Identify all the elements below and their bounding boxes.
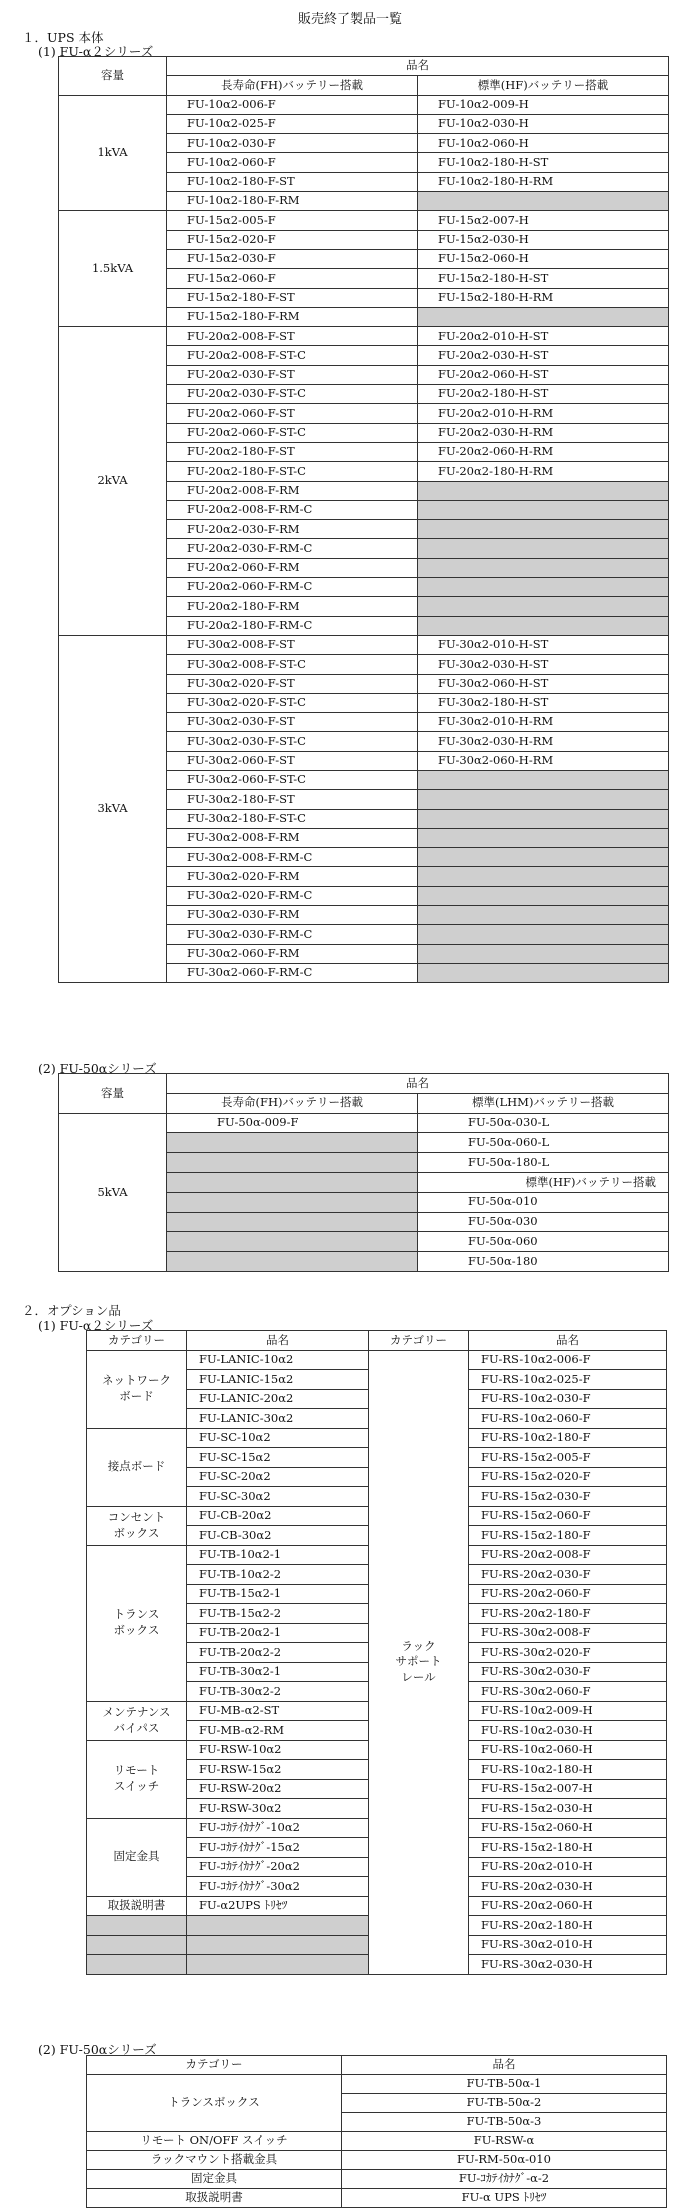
empty-cell: [418, 539, 669, 558]
product-cell: FU-20α2-030-F-ST-C: [167, 385, 418, 404]
empty-cell: [167, 1232, 418, 1252]
empty-cell: [187, 1955, 369, 1975]
empty-cell: [418, 886, 669, 905]
product-cell: FU-RS-20α2-010-H: [469, 1857, 667, 1877]
empty-cell: [167, 1133, 418, 1153]
product-cell: FU-SC-30α2: [187, 1487, 369, 1507]
product-cell: FU-20α2-060-F-ST-C: [167, 423, 418, 442]
product-cell: FU-15α2-180-H-ST: [418, 269, 669, 288]
product-cell: FU-30α2-008-F-RM: [167, 828, 418, 847]
product-cell: FU-20α2-180-F-ST-C: [167, 462, 418, 481]
product-cell: FU-20α2-180-H-ST: [418, 385, 669, 404]
product-cell: FU-TB-15α2-2: [187, 1604, 369, 1624]
product-cell: FU-20α2-060-F-RM: [167, 558, 418, 577]
table-row: [87, 1350, 667, 1370]
product-cell: FU-50α-180: [418, 1252, 669, 1272]
product-cell: FU-ｺｶﾃｲｶﾅｸﾞ-30α2: [187, 1877, 369, 1897]
product-cell: FU-30α2-030-H-RM: [418, 732, 669, 751]
product-cell: FU-RS-20α2-060-H: [469, 1896, 667, 1916]
product-cell: FU-RS-30α2-020-F: [469, 1643, 667, 1663]
product-cell: FU-10α2-180-F-ST: [167, 172, 418, 191]
col-fh-header: 長寿命(FH)バッテリー搭載: [167, 1093, 418, 1113]
product-cell: FU-30α2-060-F-RM-C: [167, 963, 418, 982]
product-cell: FU-15α2-005-F: [167, 211, 418, 230]
category-cell: トランスボックス: [87, 2075, 342, 2132]
product-cell: FU-20α2-008-F-ST: [167, 327, 418, 346]
product-cell: FU-RS-15α2-180-H: [469, 1838, 667, 1858]
product-cell: FU-RM-50α-010: [342, 2151, 667, 2170]
product-cell: FU-10α2-009-H: [418, 95, 669, 114]
product-cell: FU-α2UPS ﾄﾘｾﾂ: [187, 1896, 369, 1916]
category-cell: トランス ボックス: [87, 1545, 187, 1701]
product-cell: FU-15α2-180-F-RM: [167, 307, 418, 326]
product-cell: FU-RS-20α2-030-H: [469, 1877, 667, 1897]
product-cell: FU-20α2-030-H-ST: [418, 346, 669, 365]
product-cell: FU-ｺｶﾃｲｶﾅｸﾞ-10α2: [187, 1818, 369, 1838]
product-cell: FU-20α2-030-F-ST: [167, 365, 418, 384]
product-cell: FU-15α2-007-H: [418, 211, 669, 230]
page-title: 販売終了製品一覧: [297, 12, 402, 27]
product-cell: FU-TB-50α-2: [342, 2094, 667, 2113]
product-cell: FU-50α-030-L: [418, 1113, 669, 1133]
col-capacity-header: 容量: [59, 57, 167, 96]
category-cell: 取扱説明書: [87, 1896, 187, 1916]
category-cell: 接点ボード: [87, 1428, 187, 1506]
table-row: [87, 2170, 667, 2189]
col-product-header: 品名: [167, 57, 669, 76]
empty-cell: [418, 809, 669, 828]
product-cell: FU-30α2-060-H-ST: [418, 674, 669, 693]
product-cell: FU-15α2-180-F-ST: [167, 288, 418, 307]
product-cell: FU-30α2-010-H-RM: [418, 713, 669, 732]
empty-cell: [187, 1916, 369, 1936]
battery-type-label: 標準(HF)バッテリー搭載: [418, 1172, 669, 1192]
product-cell: FU-RS-20α2-180-H: [469, 1916, 667, 1936]
product-cell: FU-RS-15α2-060-H: [469, 1818, 667, 1838]
product-cell: FU-ｺｶﾃｲｶﾅｸﾞ-20α2: [187, 1857, 369, 1877]
product-cell: FU-TB-50α-1: [342, 2075, 667, 2094]
col-product-header-2: 品名: [469, 1331, 667, 1351]
product-cell: FU-RS-10α2-025-F: [469, 1370, 667, 1390]
product-cell: FU-RS-30α2-008-F: [469, 1623, 667, 1643]
product-cell: FU-15α2-180-H-RM: [418, 288, 669, 307]
table-row: [87, 2075, 667, 2094]
product-cell: FU-α UPS ﾄﾘｾﾂ: [342, 2189, 667, 2208]
product-cell: FU-30α2-180-F-ST-C: [167, 809, 418, 828]
col-category-header: カテゴリー: [87, 2056, 342, 2075]
product-cell: FU-10α2-030-F: [167, 134, 418, 153]
empty-cell: [87, 1916, 187, 1936]
subsection-options-a2-heading: (1) FU-α２シリーズ: [38, 1318, 154, 1333]
empty-cell: [418, 963, 669, 982]
category-cell: 固定金具: [87, 2170, 342, 2189]
subsection-options-50a-heading: (2) FU-50αシリーズ: [38, 2042, 157, 2057]
empty-cell: [418, 828, 669, 847]
product-cell: FU-50α-010: [418, 1192, 669, 1212]
product-cell: FU-RS-10α2-060-H: [469, 1740, 667, 1760]
product-cell: FU-LANIC-10α2: [187, 1350, 369, 1370]
product-cell: FU-CB-30α2: [187, 1526, 369, 1546]
product-cell: FU-15α2-030-H: [418, 230, 669, 249]
product-cell: FU-20α2-030-H-RM: [418, 423, 669, 442]
product-cell: FU-MB-α2-RM: [187, 1721, 369, 1741]
product-cell: FU-50α-060: [418, 1232, 669, 1252]
product-cell: FU-TB-50α-3: [342, 2113, 667, 2132]
product-cell: FU-20α2-008-F-RM: [167, 481, 418, 500]
product-cell: FU-20α2-060-F-RM-C: [167, 578, 418, 597]
product-cell: FU-20α2-060-H-RM: [418, 442, 669, 461]
product-cell: FU-RS-20α2-030-F: [469, 1565, 667, 1585]
product-cell: FU-20α2-180-F-ST: [167, 442, 418, 461]
product-cell: FU-30α2-020-F-ST: [167, 674, 418, 693]
empty-cell: [418, 790, 669, 809]
product-cell: FU-RS-20α2-060-F: [469, 1584, 667, 1604]
ups-50a-table: [58, 1073, 669, 1272]
col-capacity-header: 容量: [59, 1074, 167, 1114]
product-cell: FU-RSW-10α2: [187, 1740, 369, 1760]
empty-cell: [167, 1212, 418, 1232]
product-cell: FU-RS-30α2-030-F: [469, 1662, 667, 1682]
section-options-heading: ２．オプション品: [22, 1303, 121, 1318]
product-cell: FU-SC-15α2: [187, 1448, 369, 1468]
empty-cell: [167, 1172, 418, 1192]
product-cell: FU-RS-15α2-005-F: [469, 1448, 667, 1468]
product-cell: FU-20α2-030-F-RM-C: [167, 539, 418, 558]
capacity-cell: 1.5kVA: [59, 211, 167, 327]
capacity-cell: 1kVA: [59, 95, 167, 211]
product-cell: FU-10α2-180-F-RM: [167, 192, 418, 211]
table-row: [87, 2151, 667, 2170]
product-cell: FU-RS-15α2-007-H: [469, 1779, 667, 1799]
product-cell: FU-RS-10α2-006-F: [469, 1350, 667, 1370]
product-cell: FU-15α2-060-F: [167, 269, 418, 288]
product-cell: FU-RS-15α2-020-F: [469, 1467, 667, 1487]
product-cell: FU-RS-10α2-030-F: [469, 1389, 667, 1409]
product-cell: FU-RS-15α2-030-F: [469, 1487, 667, 1507]
product-cell: FU-10α2-030-H: [418, 114, 669, 133]
product-cell: FU-20α2-060-F-ST: [167, 404, 418, 423]
product-cell: FU-30α2-060-F-ST: [167, 751, 418, 770]
product-cell: FU-30α2-020-F-RM-C: [167, 886, 418, 905]
product-cell: FU-30α2-010-H-ST: [418, 635, 669, 654]
empty-cell: [418, 481, 669, 500]
product-cell: FU-30α2-020-F-RM: [167, 867, 418, 886]
empty-cell: [418, 558, 669, 577]
product-cell: FU-ｺｶﾃｲｶﾅｸﾞ-15α2: [187, 1838, 369, 1858]
product-cell: FU-RS-10α2-030-H: [469, 1721, 667, 1741]
product-cell: FU-30α2-008-F-RM-C: [167, 848, 418, 867]
product-cell: FU-10α2-060-H: [418, 134, 669, 153]
product-cell: FU-30α2-060-F-RM: [167, 944, 418, 963]
product-cell: FU-30α2-030-F-RM-C: [167, 925, 418, 944]
empty-cell: [418, 867, 669, 886]
empty-cell: [418, 500, 669, 519]
empty-cell: [418, 848, 669, 867]
product-cell: FU-10α2-180-H-ST: [418, 153, 669, 172]
product-cell: FU-TB-20α2-2: [187, 1643, 369, 1663]
product-cell: FU-TB-30α2-2: [187, 1682, 369, 1702]
options-a2-table: [86, 1330, 667, 1975]
product-cell: FU-RSW-α: [342, 2132, 667, 2151]
product-cell: FU-RS-30α2-060-F: [469, 1682, 667, 1702]
product-cell: FU-20α2-030-F-RM: [167, 520, 418, 539]
product-cell: FU-30α2-008-F-ST: [167, 635, 418, 654]
product-cell: FU-TB-10α2-1: [187, 1545, 369, 1565]
product-cell: FU-30α2-180-H-ST: [418, 693, 669, 712]
product-cell: FU-RS-10α2-180-H: [469, 1760, 667, 1780]
product-cell: FU-50α-009-F: [167, 1113, 418, 1133]
product-cell: FU-20α2-010-H-ST: [418, 327, 669, 346]
product-cell: FU-30α2-030-H-ST: [418, 655, 669, 674]
empty-cell: [418, 520, 669, 539]
table-row: [59, 211, 669, 230]
product-cell: FU-TB-20α2-1: [187, 1623, 369, 1643]
product-cell: FU-20α2-060-H-ST: [418, 365, 669, 384]
product-cell: FU-10α2-006-F: [167, 95, 418, 114]
category-cell: リモート スイッチ: [87, 1740, 187, 1818]
options-50a-table: [86, 2055, 667, 2208]
product-cell: FU-15α2-060-H: [418, 249, 669, 268]
empty-cell: [167, 1153, 418, 1173]
table-row: [59, 635, 669, 654]
product-cell: FU-RS-15α2-180-F: [469, 1526, 667, 1546]
capacity-cell: 2kVA: [59, 327, 167, 636]
category-cell: メンテナンス バイパス: [87, 1701, 187, 1740]
empty-cell: [87, 1935, 187, 1955]
empty-cell: [418, 597, 669, 616]
category-cell: ネットワーク ボード: [87, 1350, 187, 1428]
product-cell: FU-20α2-008-F-RM-C: [167, 500, 418, 519]
empty-cell: [87, 1955, 187, 1975]
product-cell: FU-10α2-060-F: [167, 153, 418, 172]
product-cell: FU-LANIC-20α2: [187, 1389, 369, 1409]
col-lhm-header: 標準(LHM)バッテリー搭載: [418, 1093, 669, 1113]
category-cell: コンセント ボックス: [87, 1506, 187, 1545]
product-cell: FU-20α2-180-H-RM: [418, 462, 669, 481]
col-product-header: 品名: [342, 2056, 667, 2075]
col-fh-header: 長寿命(FH)バッテリー搭載: [167, 76, 418, 95]
product-cell: FU-30α2-060-H-RM: [418, 751, 669, 770]
product-cell: FU-RS-10α2-060-F: [469, 1409, 667, 1429]
table-row: [59, 95, 669, 114]
empty-cell: [418, 192, 669, 211]
product-cell: FU-20α2-010-H-RM: [418, 404, 669, 423]
empty-cell: [418, 578, 669, 597]
product-cell: FU-TB-15α2-1: [187, 1584, 369, 1604]
product-cell: FU-RS-30α2-010-H: [469, 1935, 667, 1955]
category-cell-rack-rail: ラック サポート レール: [369, 1350, 469, 1974]
product-cell: FU-RS-15α2-060-F: [469, 1506, 667, 1526]
product-cell: FU-RS-10α2-009-H: [469, 1701, 667, 1721]
product-cell: FU-30α2-060-F-ST-C: [167, 770, 418, 789]
product-cell: FU-TB-30α2-1: [187, 1662, 369, 1682]
product-cell: FU-50α-180-L: [418, 1153, 669, 1173]
product-cell: FU-SC-10α2: [187, 1428, 369, 1448]
col-category-header-2: カテゴリー: [369, 1331, 469, 1351]
col-category-header: カテゴリー: [87, 1331, 187, 1351]
product-cell: FU-LANIC-15α2: [187, 1370, 369, 1390]
empty-cell: [167, 1192, 418, 1212]
product-cell: FU-RS-10α2-180-F: [469, 1428, 667, 1448]
product-cell: FU-30α2-008-F-ST-C: [167, 655, 418, 674]
product-cell: FU-20α2-008-F-ST-C: [167, 346, 418, 365]
product-cell: FU-20α2-180-F-RM-C: [167, 616, 418, 635]
table-row: [87, 2132, 667, 2151]
product-cell: FU-RSW-15α2: [187, 1760, 369, 1780]
product-cell: FU-30α2-030-F-ST-C: [167, 732, 418, 751]
empty-cell: [418, 770, 669, 789]
product-cell: FU-15α2-020-F: [167, 230, 418, 249]
category-cell: 取扱説明書: [87, 2189, 342, 2208]
empty-cell: [418, 944, 669, 963]
product-cell: FU-RSW-30α2: [187, 1799, 369, 1819]
product-cell: FU-10α2-180-H-RM: [418, 172, 669, 191]
product-cell: FU-RS-20α2-180-F: [469, 1604, 667, 1624]
col-hf-header: 標準(HF)バッテリー搭載: [418, 76, 669, 95]
col-product-header: 品名: [167, 1074, 669, 1094]
product-cell: FU-30α2-030-F-RM: [167, 906, 418, 925]
product-cell: FU-LANIC-30α2: [187, 1409, 369, 1429]
category-cell: 固定金具: [87, 1818, 187, 1896]
empty-cell: [418, 925, 669, 944]
subsection-ups-50a-heading: (2) FU-50αシリーズ: [38, 1061, 157, 1076]
capacity-cell: 5kVA: [59, 1113, 167, 1271]
empty-cell: [418, 906, 669, 925]
product-cell: FU-50α-060-L: [418, 1133, 669, 1153]
empty-cell: [418, 307, 669, 326]
col-product-header: 品名: [187, 1331, 369, 1351]
category-cell: ラックマウント搭載金具: [87, 2151, 342, 2170]
subsection-ups-a2-heading: (1) FU-α２シリーズ: [38, 44, 154, 59]
ups-a2-table: [58, 56, 669, 983]
product-cell: FU-SC-20α2: [187, 1467, 369, 1487]
category-cell: リモート ON/OFF スイッチ: [87, 2132, 342, 2151]
empty-cell: [167, 1252, 418, 1272]
product-cell: FU-ｺｶﾃｲｶﾅｸﾞ-α-2: [342, 2170, 667, 2189]
product-cell: FU-10α2-025-F: [167, 114, 418, 133]
product-cell: FU-RS-30α2-030-H: [469, 1955, 667, 1975]
product-cell: FU-30α2-020-F-ST-C: [167, 693, 418, 712]
product-cell: FU-RS-15α2-030-H: [469, 1799, 667, 1819]
section-ups-heading: １．UPS 本体: [22, 30, 104, 45]
empty-cell: [187, 1935, 369, 1955]
product-cell: FU-RS-20α2-008-F: [469, 1545, 667, 1565]
product-cell: FU-MB-α2-ST: [187, 1701, 369, 1721]
product-cell: FU-30α2-030-F-ST: [167, 713, 418, 732]
product-cell: FU-50α-030: [418, 1212, 669, 1232]
empty-cell: [418, 616, 669, 635]
capacity-cell: 3kVA: [59, 635, 167, 982]
product-cell: FU-30α2-180-F-ST: [167, 790, 418, 809]
product-cell: FU-15α2-030-F: [167, 249, 418, 268]
table-row: [59, 327, 669, 346]
product-cell: FU-TB-10α2-2: [187, 1565, 369, 1585]
table-row: [87, 2189, 667, 2208]
product-cell: FU-RSW-20α2: [187, 1779, 369, 1799]
product-cell: FU-CB-20α2: [187, 1506, 369, 1526]
product-cell: FU-20α2-180-F-RM: [167, 597, 418, 616]
